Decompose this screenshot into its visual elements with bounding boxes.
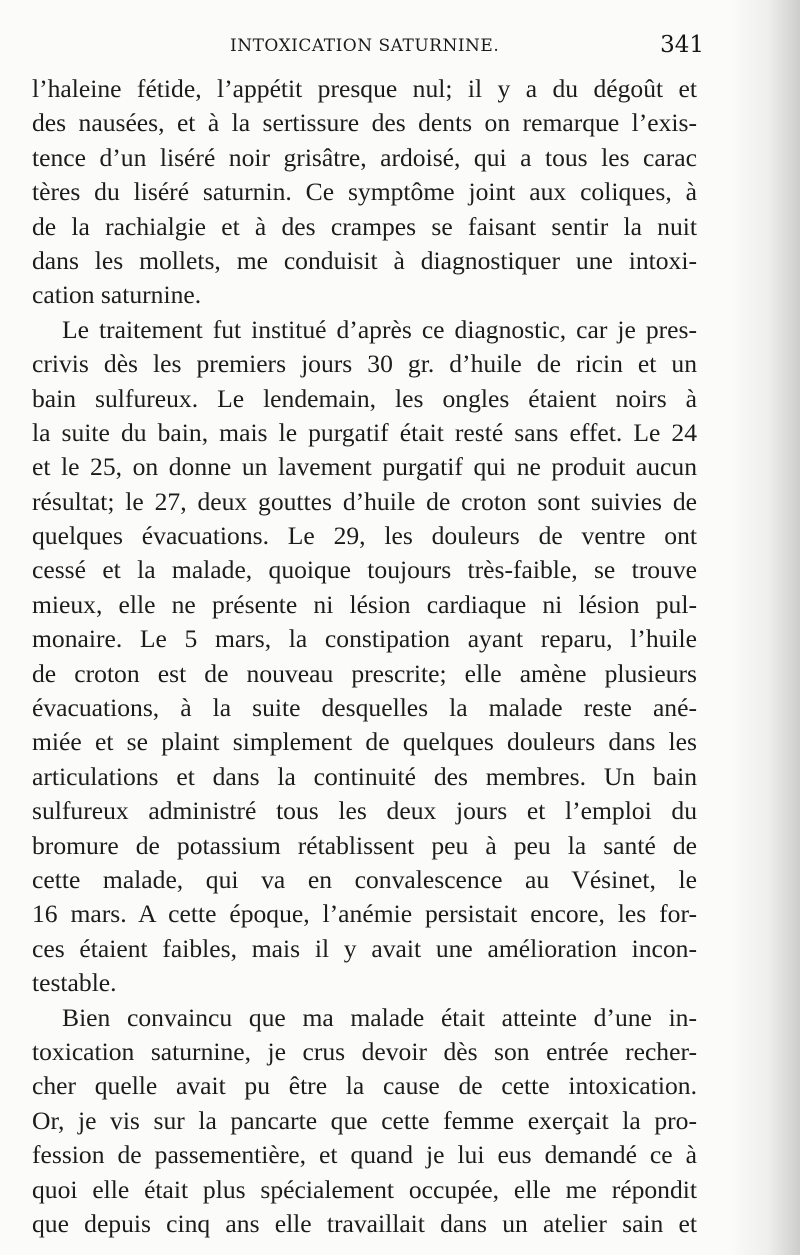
text-line: la suite du bain, mais le purgatif était resté sans effet. Le 24 — [32, 417, 697, 447]
page-gutter-shadow — [730, 0, 800, 1255]
text-line: crivis dès les premiers jours 30 gr. d’huile de ricin et un — [32, 349, 697, 379]
text-line: cation saturnine. — [32, 280, 202, 310]
paragraph-first-line: Le traitement fut institué d’après ce diagnostic, car je pres- — [62, 314, 697, 344]
text-line: cessé et la malade, quoique toujours très-faible, se trouve — [32, 555, 697, 585]
text-line: 16 mars. A cette époque, l’anémie persistait encore, les for- — [32, 899, 697, 929]
text-line: tères du liséré saturnin. Ce symptôme joint aux coliques, à — [32, 177, 697, 207]
text-line: bromure de potassium rétablissent peu à peu la santé de — [32, 830, 697, 860]
text-line: ces étaient faibles, mais il y avait une amélioration incon- — [32, 933, 697, 963]
text-line: toxication saturnine, je crus devoir dès son entrée recher- — [32, 1036, 697, 1066]
text-line: évacuations, à la suite desquelles la malade reste ané- — [32, 693, 697, 723]
text-line: cher quelle avait pu être la cause de cette intoxication. — [32, 1071, 697, 1101]
text-line: de croton est de nouveau prescrite; elle amène plusieurs — [32, 658, 697, 688]
text-line: mieux, elle ne présente ni lésion cardiaque ni lésion pul- — [32, 589, 697, 619]
paragraph-first-line: Bien convaincu que ma malade était atteinte d’une in- — [62, 1002, 697, 1032]
page-header — [32, 30, 704, 66]
text-line: bain sulfureux. Le lendemain, les ongles étaient noirs à — [32, 383, 697, 413]
text-line: tence d’un liséré noir grisâtre, ardoisé, qui a tous les carac — [32, 142, 697, 172]
text-line: et le 25, on donne un lavement purgatif qui ne produit aucun — [32, 452, 697, 482]
text-line: quoi elle était plus spécialement occupée, elle me répondit — [32, 1174, 697, 1204]
page-number: 341 — [660, 32, 704, 58]
text-line: de la rachialgie et à des crampes se faisant sentir la nuit — [32, 211, 697, 241]
text-line: monaire. Le 5 mars, la constipation ayant reparu, l’huile — [32, 624, 697, 654]
text-line: sulfureux administré tous les deux jours et l’emploi du — [32, 796, 697, 826]
body-text — [32, 72, 697, 1241]
text-line: l’haleine fétide, l’appétit presque nul; il y a du dégoût et — [32, 74, 697, 103]
text-line: cette malade, qui va en convalescence au Vésinet, le — [32, 864, 697, 894]
text-line: Or, je vis sur la pancarte que cette femme exerçait la pro- — [32, 1105, 697, 1135]
text-line: articulations et dans la continuité des membres. Un bain — [32, 761, 697, 791]
text-line: dans les mollets, me conduisit à diagnostiquer une intoxi- — [32, 245, 697, 275]
text-line: testable. — [32, 968, 117, 998]
running-title: INTOXICATION SATURNINE. — [230, 36, 500, 56]
text-line: résultat; le 27, deux gouttes d’huile de croton sont suivies de — [32, 486, 697, 516]
text-line: des nausées, et à la sertissure des dents on remarque l’exis- — [32, 108, 697, 138]
text-line: quelques évacuations. Le 29, les douleurs de ventre ont — [32, 521, 697, 551]
text-line: fession de passementière, et quand je lui eus demandé ce à — [32, 1140, 697, 1170]
text-line: que depuis cinq ans elle travaillait dans un atelier sain et — [32, 1208, 697, 1238]
text-line: miée et se plaint simplement de quelques douleurs dans les — [32, 727, 697, 757]
